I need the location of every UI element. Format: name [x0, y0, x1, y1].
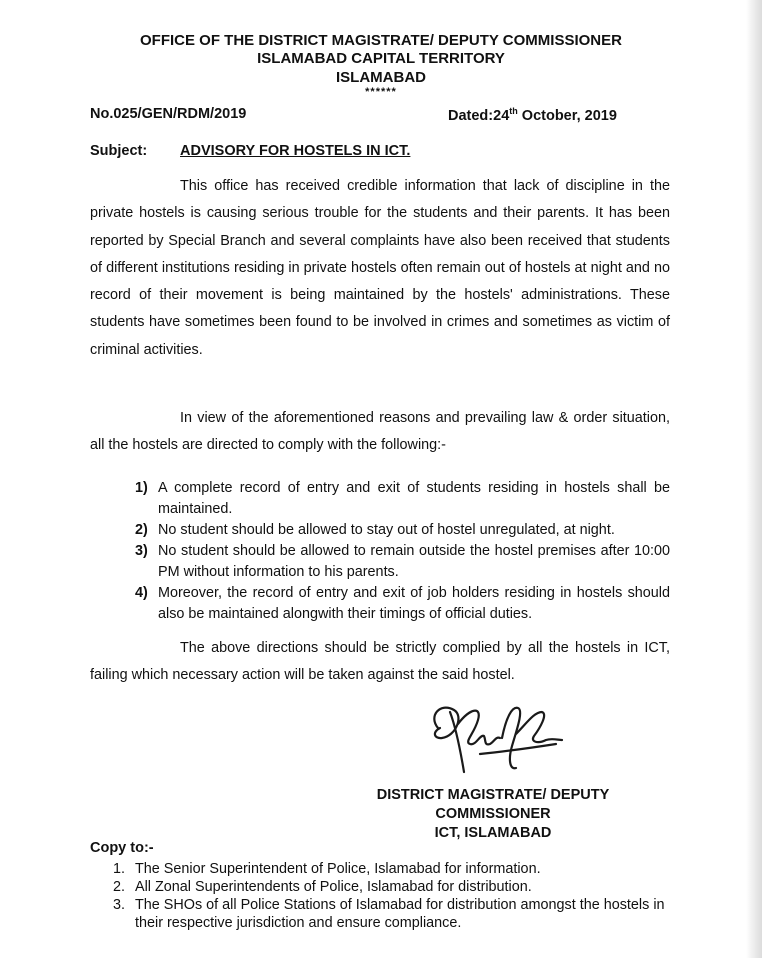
subject-text: ADVISORY FOR HOSTELS IN ICT.: [180, 143, 411, 159]
signature-mark: [420, 698, 570, 778]
document-date: [448, 106, 617, 124]
subject-label: Subject:: [90, 143, 148, 159]
paragraph-3: The above directions should be strictly complied by all the hostels in ICT, failing which necessary action will be taken against the said hostel.: [90, 640, 670, 684]
reference-number: No.025/GEN/RDM/2019: [90, 106, 247, 122]
copy-to-item: 1. The Senior Superintendent of Police, Islamabad for information.: [113, 861, 541, 877]
date-suffix: th: [509, 106, 518, 116]
copy-to-label: Copy to:-: [90, 840, 154, 856]
date-day: 24: [493, 107, 510, 124]
signatory-office: ICT, ISLAMABAD: [434, 825, 552, 841]
page-edge-shadow: [746, 0, 762, 958]
direction-item: 1) A complete record of entry and exit of students residing in hostels shall be maintained.: [135, 480, 670, 517]
signatory-title: DISTRICT MAGISTRATE/ DEPUTY: [376, 787, 610, 803]
header-stars: ******: [365, 86, 397, 98]
office-title: OFFICE OF THE DISTRICT MAGISTRATE/ DEPUTY COMMISSIONER: [140, 32, 622, 49]
direction-item: 4) Moreover, the record of entry and exit of job holders residing in hostels should also be maintained alongwith their timings of official duties.: [135, 585, 670, 622]
directions-list: [135, 478, 670, 625]
city-title: ISLAMABAD: [336, 69, 426, 86]
direction-item: 2) No student should be allowed to stay out of hostel unregulated, at night.: [135, 522, 615, 538]
copy-to-item: 3. The SHOs of all Police Stations of Islamabad for distribution amongst the hostels in their respective jurisdiction and ensure compliance.: [113, 897, 665, 931]
signatory-block: [358, 786, 628, 843]
paragraph-1: This office has received credible information that lack of discipline in the private hostels is causing serious trouble for the students and their parents. It has been reported by Special Branch and several complaints have also been received that students of different institutions residing in private hostels often remain out of hostels at night and no record of their movement is being maintained by the hostels' administrations. These students have sometimes been found to be involved in crimes and sometimes as victim of criminal activities.: [90, 178, 670, 358]
date-rest: October, 2019: [517, 107, 617, 124]
territory-title: ISLAMABAD CAPITAL TERRITORY: [257, 50, 505, 67]
signatory-title-cont: COMMISSIONER: [435, 806, 551, 822]
direction-item: 3) No student should be allowed to remain outside the hostel premises after 10:00 PM without information to his parents.: [135, 543, 670, 580]
copy-to-list: [113, 860, 673, 932]
copy-to-item: 2. All Zonal Superintendents of Police, Islamabad for distribution.: [113, 879, 532, 895]
date-label: Dated:: [448, 107, 494, 124]
paragraph-2: In view of the aforementioned reasons and prevailing law & order situation, all the hostels are directed to comply with the following:-: [90, 410, 670, 454]
